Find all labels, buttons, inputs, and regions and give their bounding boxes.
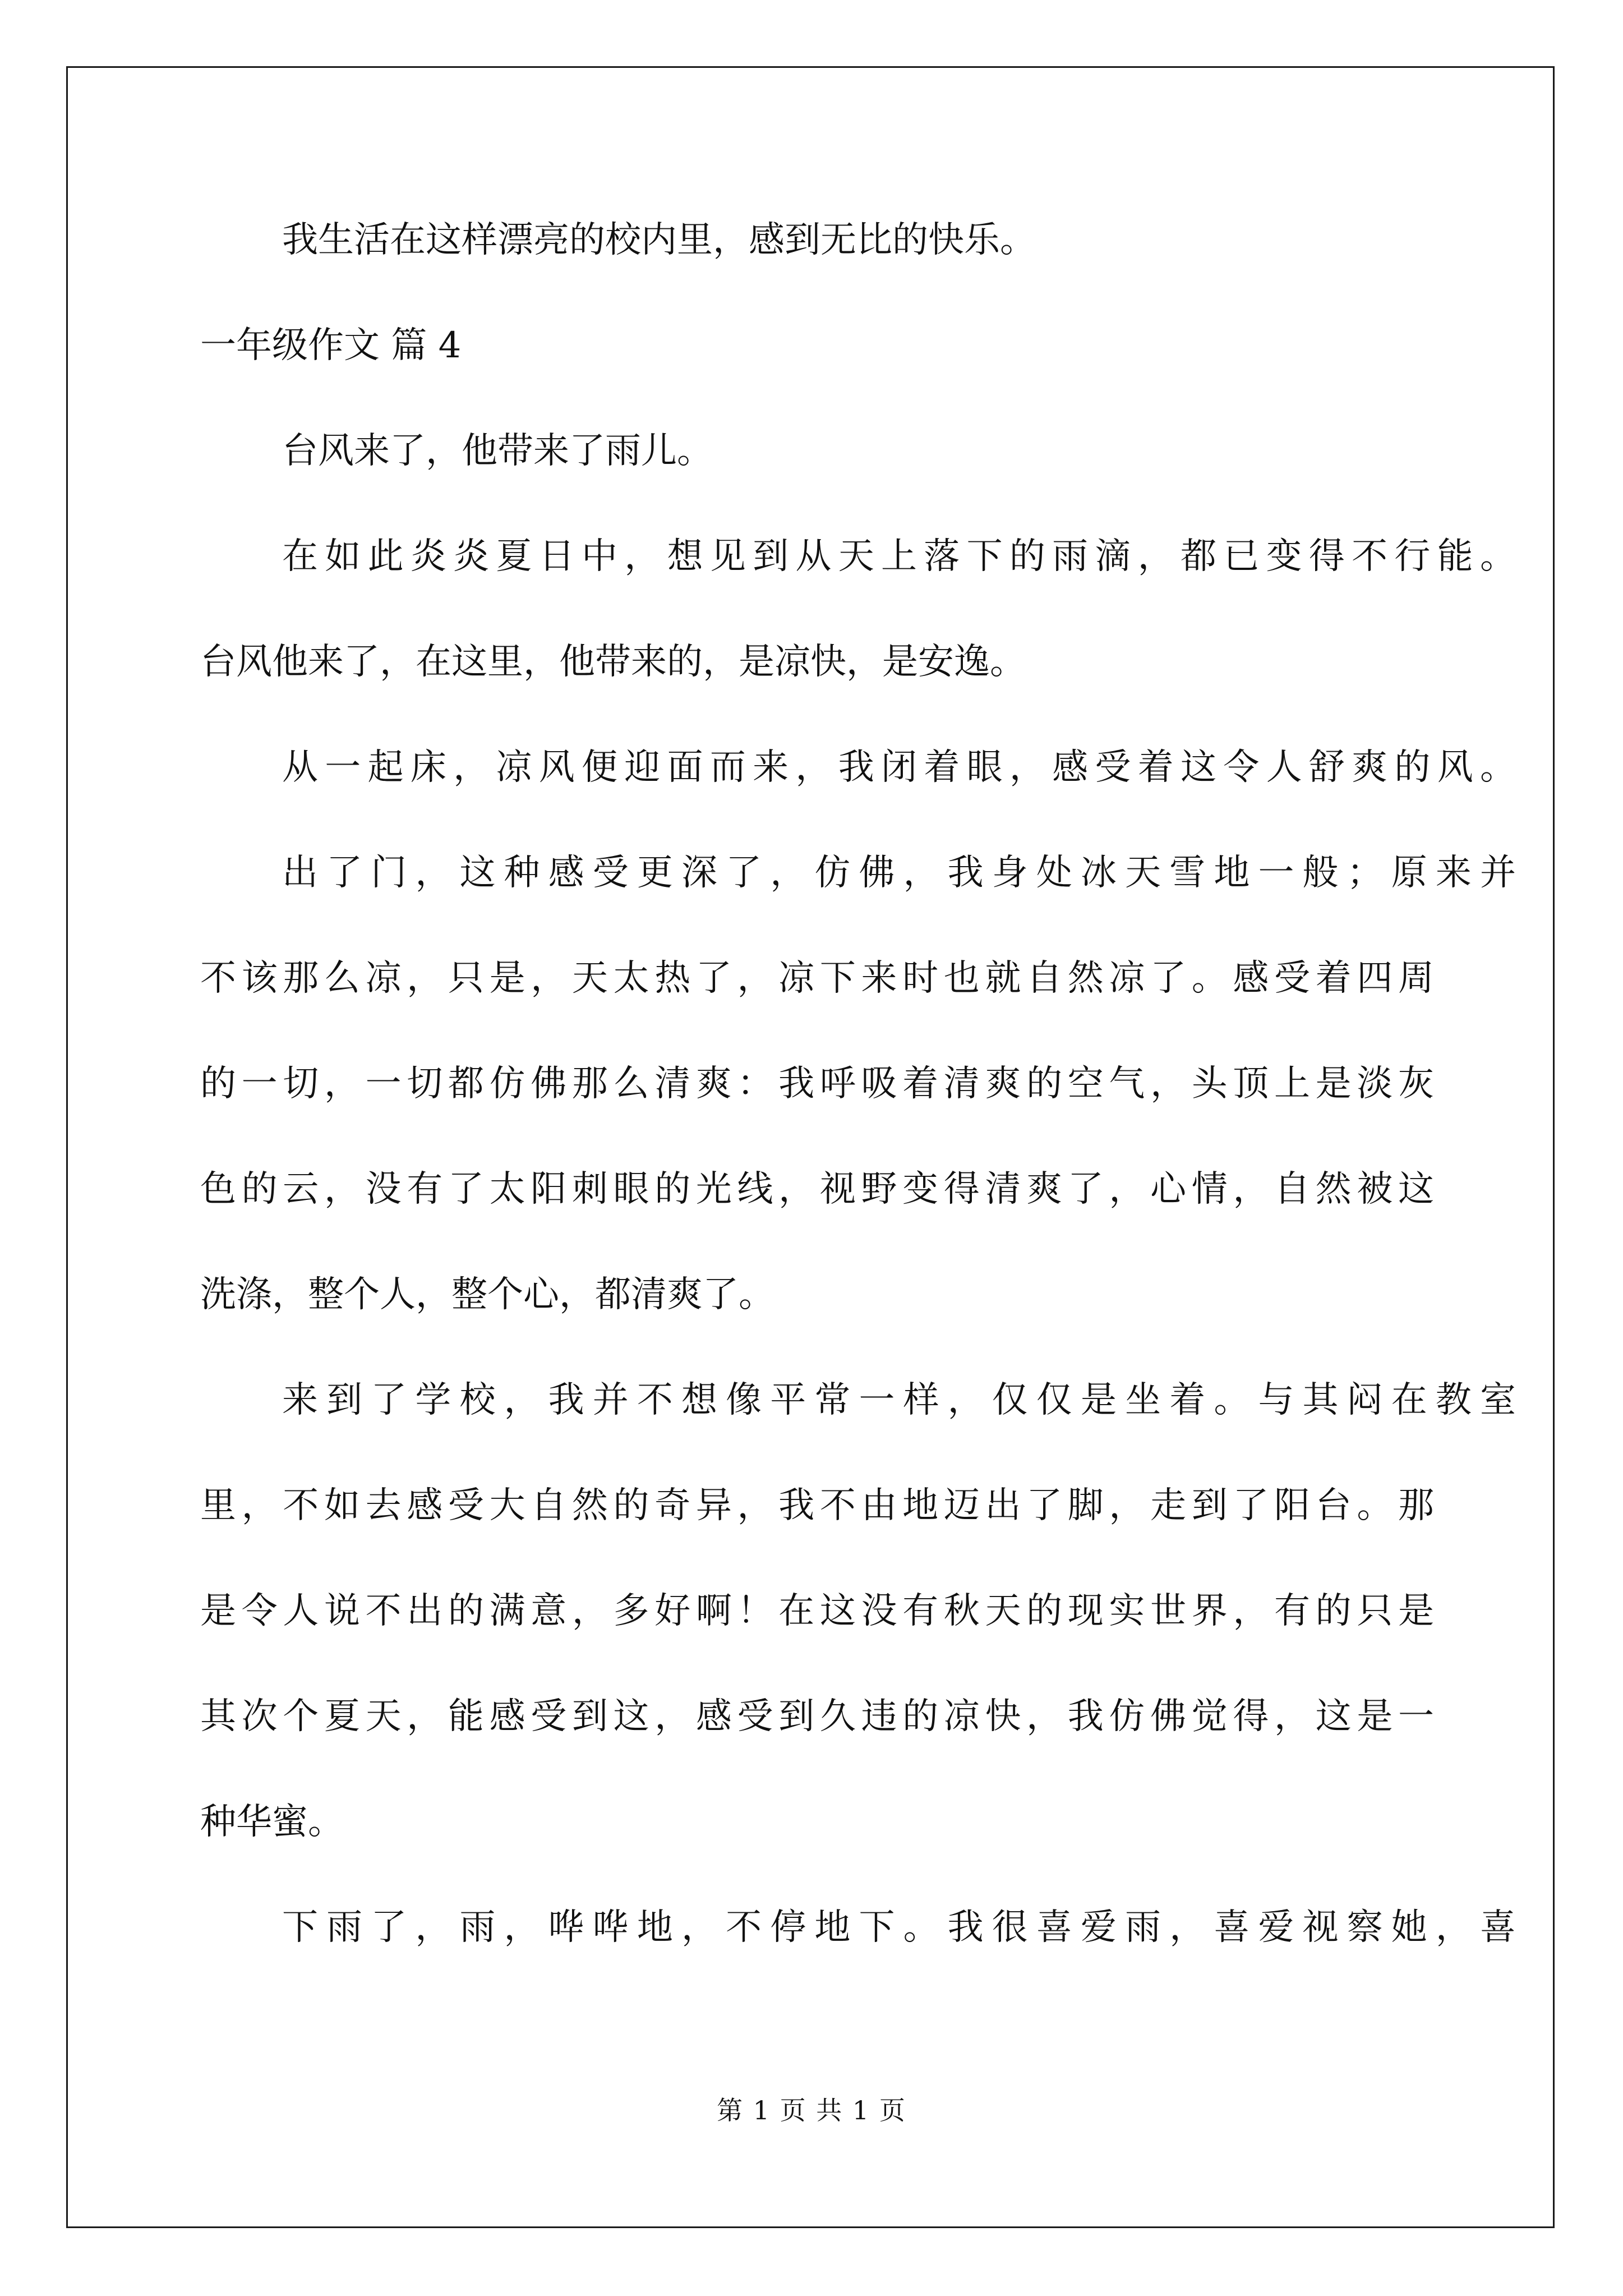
paragraph-line: 里，不如去感受大自然的奇异，我不由地迈出了脚，走到了阳台。那 <box>200 1485 1434 1526</box>
paragraph-line: 来到了学校，我并不想像平常一样，仅仅是坐着。与其闷在教室 <box>282 1379 1516 1421</box>
paragraph-line: 台风他来了，在这里，他带来的，是凉快，是安逸。 <box>200 641 1026 683</box>
paragraph-line: 台风来了，他带来了雨儿。 <box>282 430 713 472</box>
section-heading: 一年级作文 篇 4 <box>200 325 462 366</box>
paragraph-line: 其次个夏天，能感受到这，感受到久违的凉快，我仿佛觉得，这是一 <box>200 1696 1434 1737</box>
paragraph-line: 在如此炎炎夏日中，想见到从天上落下的雨滴，都已变得不行能。 <box>282 536 1516 577</box>
paragraph-line: 不该那么凉，只是，天太热了，凉下来时也就自然凉了。感受着四周 <box>200 958 1434 999</box>
paragraph-line: 的一切，一切都仿佛那么清爽：我呼吸着清爽的空气，头顶上是淡灰 <box>200 1063 1434 1105</box>
paragraph-line: 我生活在这样漂亮的校内里，感到无比的快乐。 <box>282 219 1036 261</box>
paragraph-line: 出了门，这种感受更深了，仿佛，我身处冰天雪地一般；原来并 <box>282 852 1516 894</box>
paragraph-line: 种华蜜。 <box>200 1801 344 1843</box>
paragraph-line: 下雨了，雨，哗哗地，不停地下。我很喜爱雨，喜爱视察她，喜 <box>282 1907 1516 1948</box>
paragraph-line: 洗涤，整个人，整个心，都清爽了。 <box>200 1274 774 1315</box>
page-number-footer: 第 1 页 共 1 页 <box>717 2095 906 2125</box>
paragraph-line: 从一起床，凉风便迎面而来，我闭着眼，感受着这令人舒爽的风。 <box>282 747 1516 788</box>
paragraph-line: 是令人说不出的满意，多好啊！在这没有秋天的现实世界，有的只是 <box>200 1590 1434 1632</box>
paragraph-line: 色的云，没有了太阳刺眼的光线，视野变得清爽了，心情，自然被这 <box>200 1168 1434 1210</box>
